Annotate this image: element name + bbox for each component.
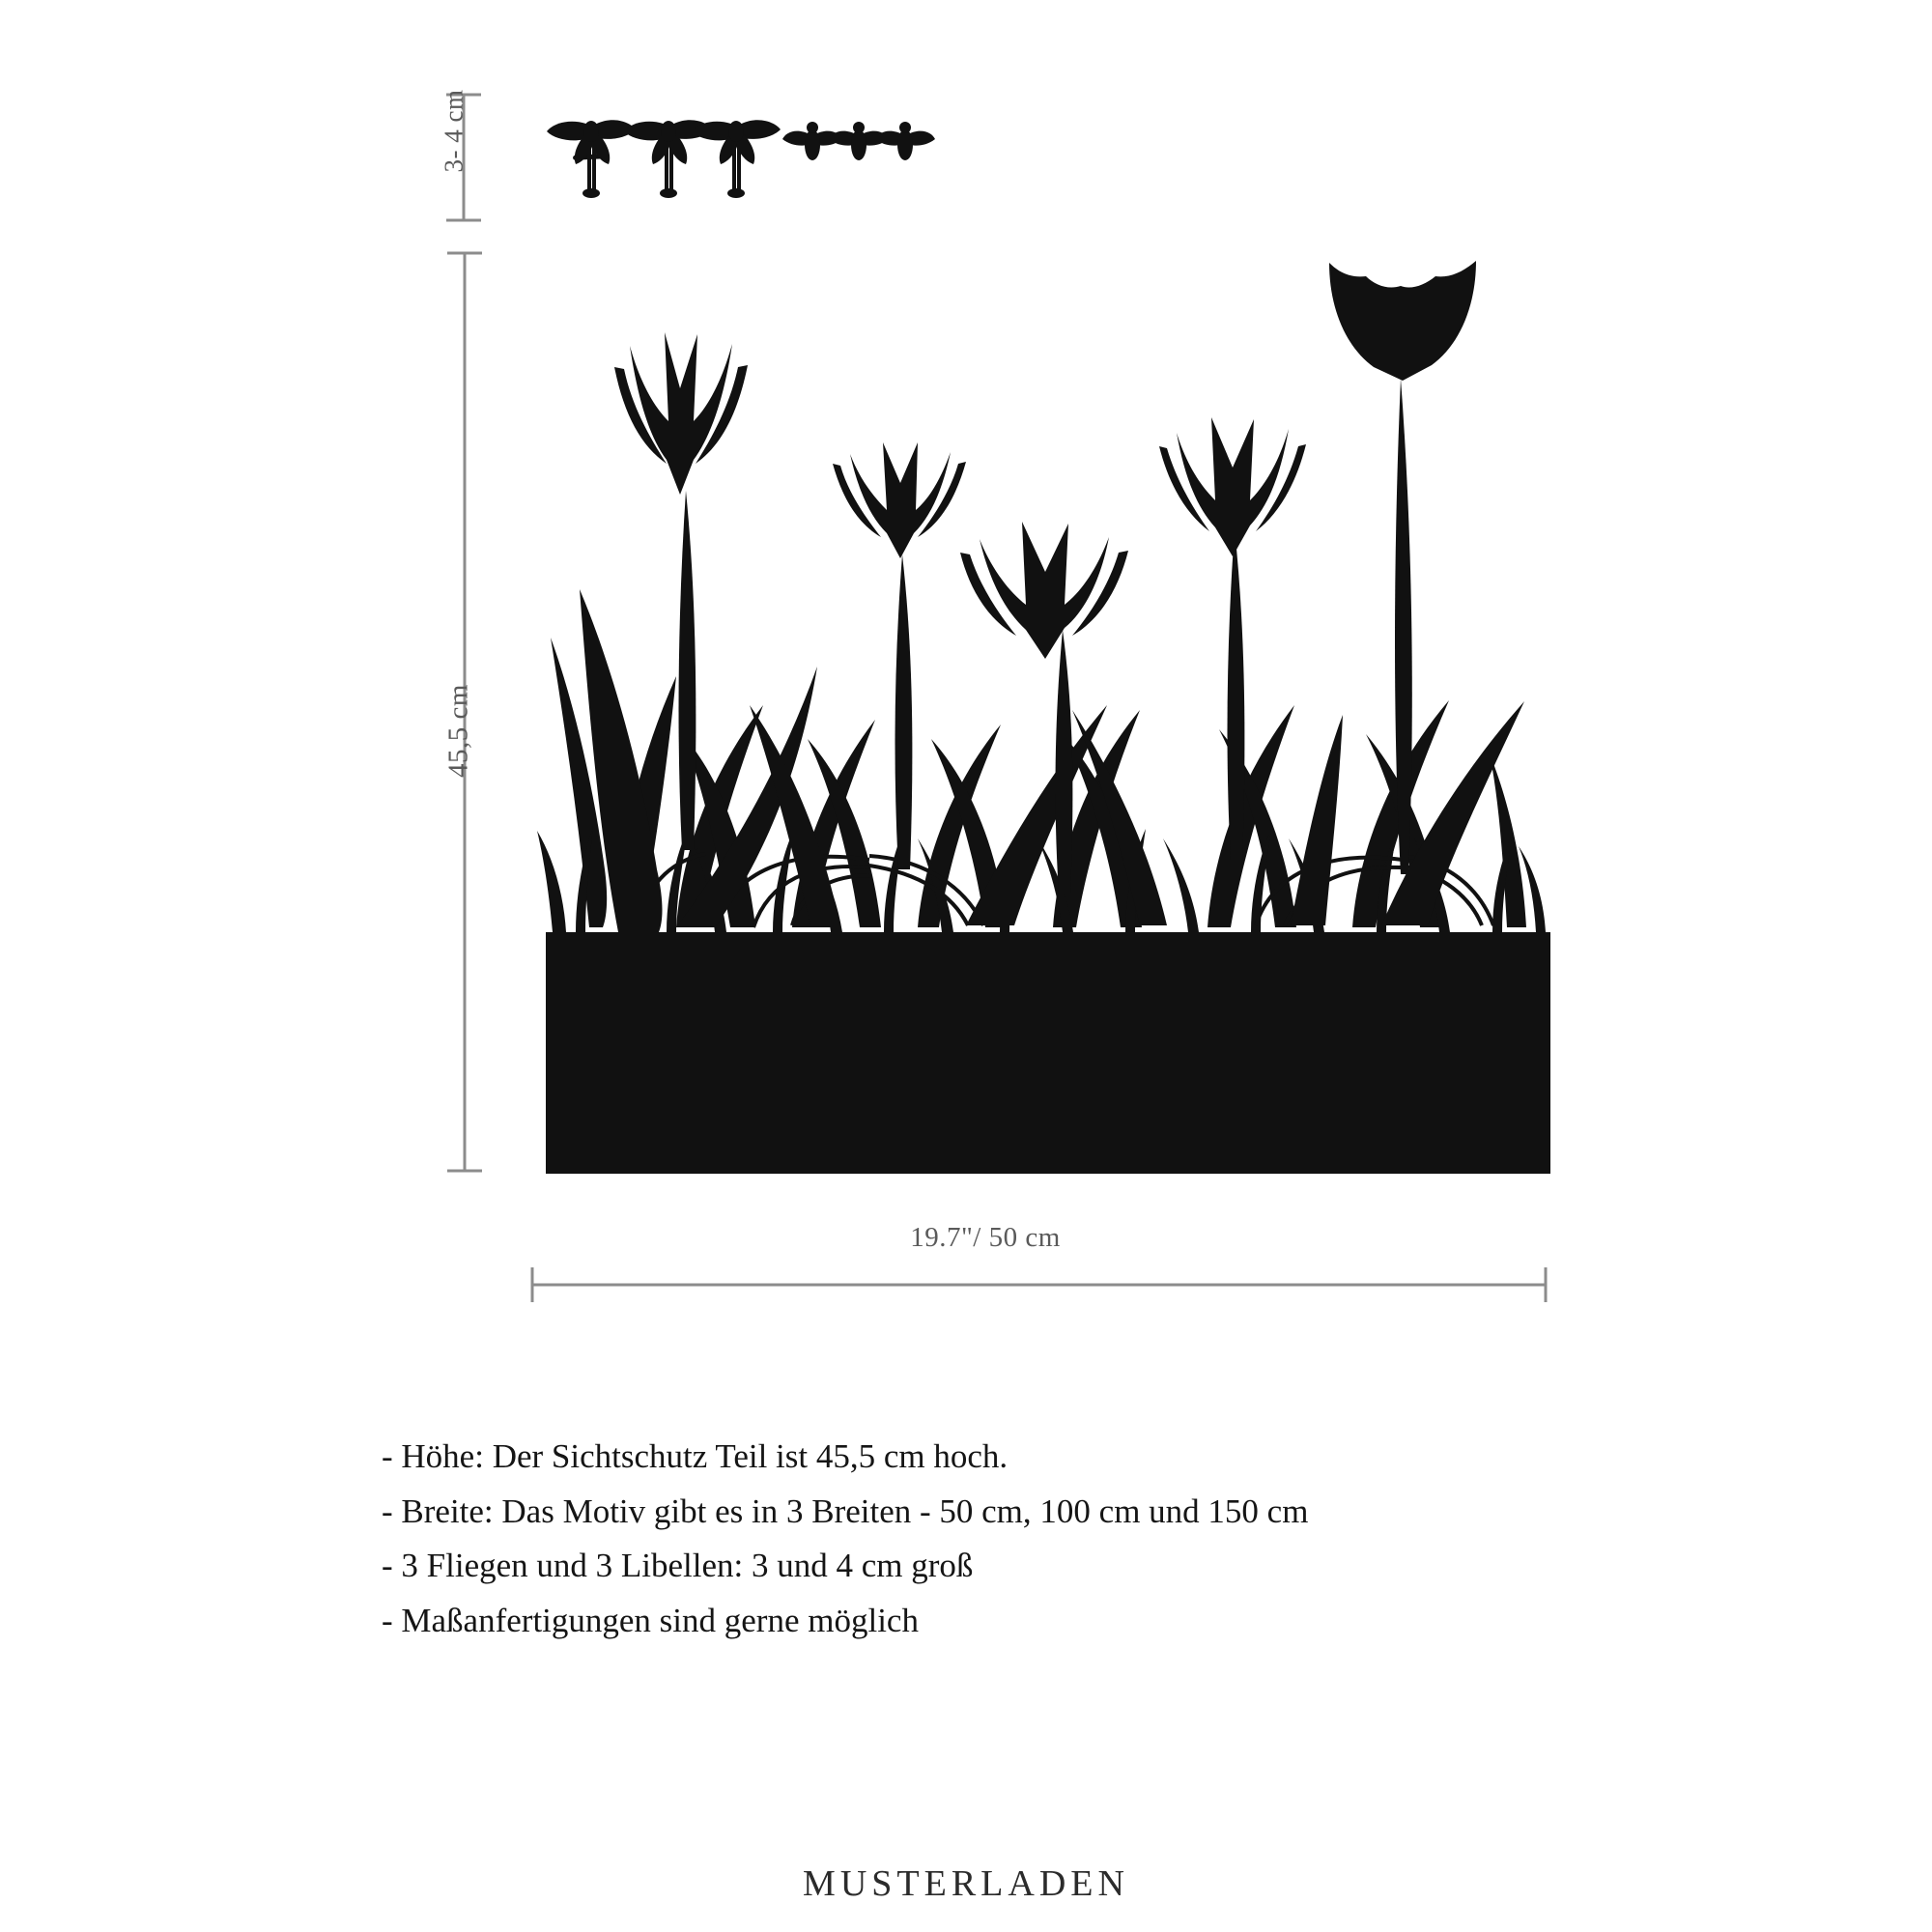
width-dimension-line	[532, 1267, 1546, 1302]
tulip-flower	[1329, 261, 1476, 874]
description-line: - Maßanfertigungen sind gerne möglich	[382, 1602, 919, 1640]
brand-wordmark: MUSTERLADEN	[803, 1863, 1129, 1904]
main-height-label: 45,5 cm	[442, 684, 474, 778]
description-line: - 3 Fliegen und 3 Libellen: 3 und 4 cm groß	[382, 1547, 974, 1585]
dragonfly-icon	[547, 120, 636, 198]
small-height-label: 3- 4 cm	[439, 89, 469, 173]
insect-row	[547, 120, 935, 198]
width-label: 19.7"/ 50 cm	[910, 1222, 1061, 1253]
tulip-flower	[833, 442, 966, 869]
fly-icon	[875, 122, 935, 160]
tulip-meadow-silhouette	[537, 261, 1550, 1174]
solid-base-panel	[546, 932, 1550, 1174]
description-line: - Breite: Das Motiv gibt es in 3 Breiten - 50 cm, 100 cm und 150 cm	[382, 1492, 1309, 1530]
description-list	[382, 1430, 1637, 1649]
tulip-flower	[1159, 417, 1306, 860]
description-line: - Höhe: Der Sichtschutz Teil ist 45,5 cm hoch.	[382, 1437, 1009, 1475]
dragonfly-icon	[692, 120, 781, 198]
grass-blades	[551, 638, 1526, 927]
